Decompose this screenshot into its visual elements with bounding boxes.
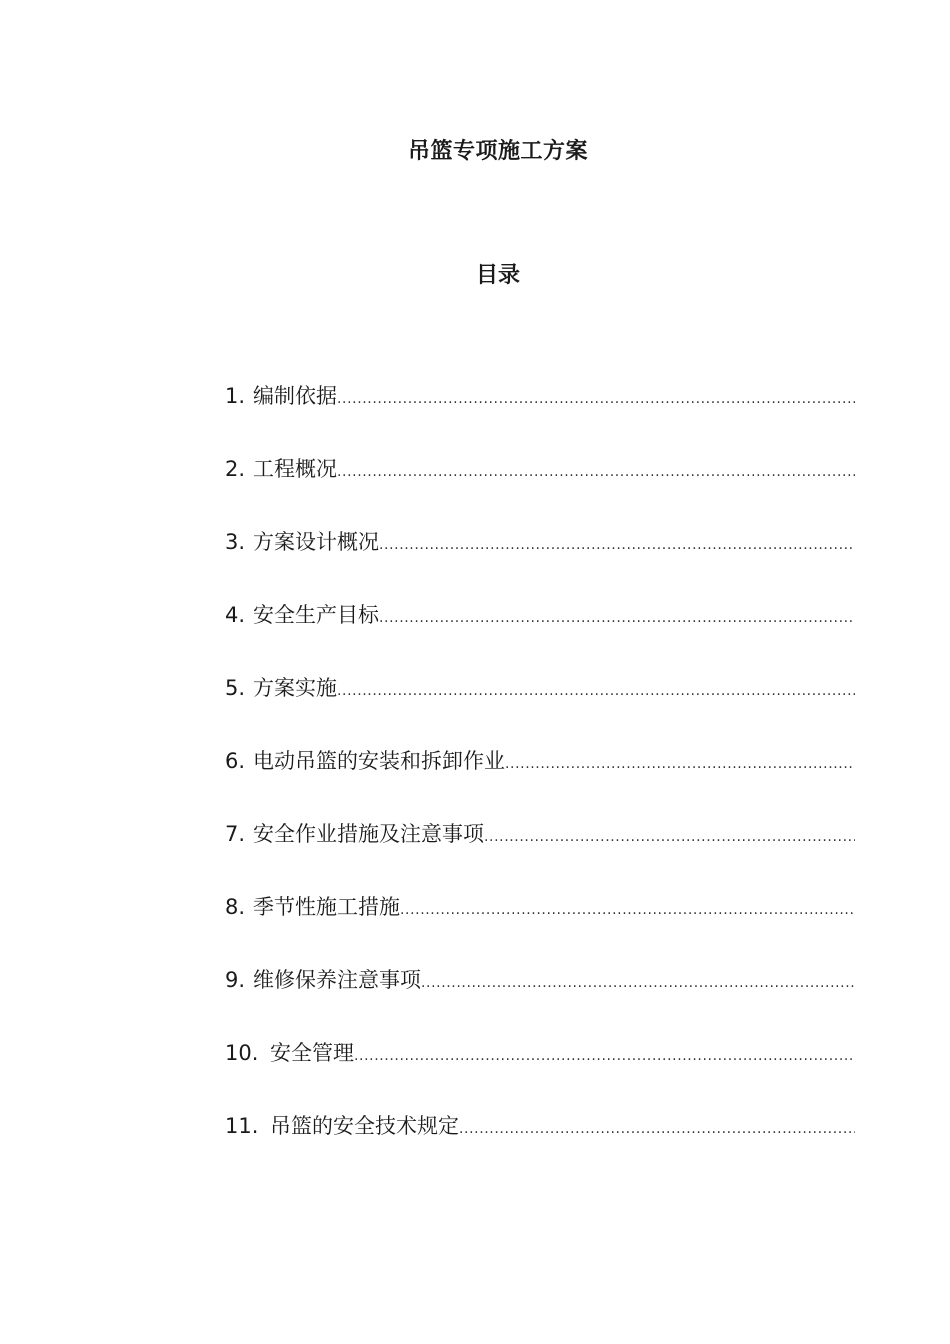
toc-entry-title: 编制依据 — [253, 384, 337, 408]
toc-entry-4[interactable] — [225, 599, 855, 672]
toc-entry-number: 10. — [225, 1041, 259, 1065]
toc-entry-number: 6. — [225, 749, 246, 773]
toc-entry-title: 方案实施 — [253, 676, 337, 700]
toc-entry-9[interactable] — [225, 964, 855, 1037]
dot-leader — [421, 967, 855, 999]
toc-entry-title: 季节性施工措施 — [253, 895, 400, 919]
toc-entry-2[interactable] — [225, 453, 855, 526]
dot-leader — [379, 529, 855, 561]
toc-entry-number: 4. — [225, 603, 246, 627]
dot-leader — [379, 602, 855, 634]
toc-entry-6[interactable] — [225, 745, 855, 818]
toc-entry-title: 安全管理 — [270, 1041, 354, 1065]
dot-leader — [337, 456, 855, 488]
table-of-contents — [225, 380, 855, 1183]
toc-heading: 目录 — [475, 263, 520, 288]
toc-entry-number: 2. — [225, 457, 246, 481]
toc-entry-number: 3. — [225, 530, 246, 554]
toc-entry-7[interactable] — [225, 818, 855, 891]
dot-leader — [459, 1113, 855, 1145]
document-title: 吊篮专项施工方案 — [407, 139, 588, 164]
toc-entry-title: 维修保养注意事项 — [253, 968, 421, 992]
toc-entry-title: 安全生产目标 — [253, 603, 379, 627]
toc-entry-number: 7. — [225, 822, 246, 846]
toc-entry-number: 8. — [225, 895, 246, 919]
toc-entry-1[interactable] — [225, 380, 855, 453]
dot-leader — [337, 675, 855, 707]
toc-entry-number: 1. — [225, 384, 246, 408]
toc-entry-8[interactable] — [225, 891, 855, 964]
toc-entry-title: 安全作业措施及注意事项 — [253, 822, 484, 846]
toc-entry-11[interactable] — [225, 1110, 855, 1183]
toc-entry-10[interactable] — [225, 1037, 855, 1110]
dot-leader — [400, 894, 855, 926]
dot-leader — [505, 748, 855, 780]
toc-entry-5[interactable] — [225, 672, 855, 745]
toc-entry-number: 9. — [225, 968, 246, 992]
dot-leader — [354, 1040, 855, 1072]
toc-entry-title: 电动吊篮的安装和拆卸作业 — [253, 749, 505, 773]
toc-entry-3[interactable] — [225, 526, 855, 599]
toc-entry-title: 工程概况 — [253, 457, 337, 481]
toc-entry-title: 吊篮的安全技术规定 — [270, 1114, 459, 1138]
dot-leader — [484, 821, 855, 853]
toc-entry-number: 5. — [225, 676, 246, 700]
dot-leader — [337, 383, 855, 415]
toc-entry-number: 11. — [225, 1114, 259, 1138]
toc-entry-title: 方案设计概况 — [253, 530, 379, 554]
